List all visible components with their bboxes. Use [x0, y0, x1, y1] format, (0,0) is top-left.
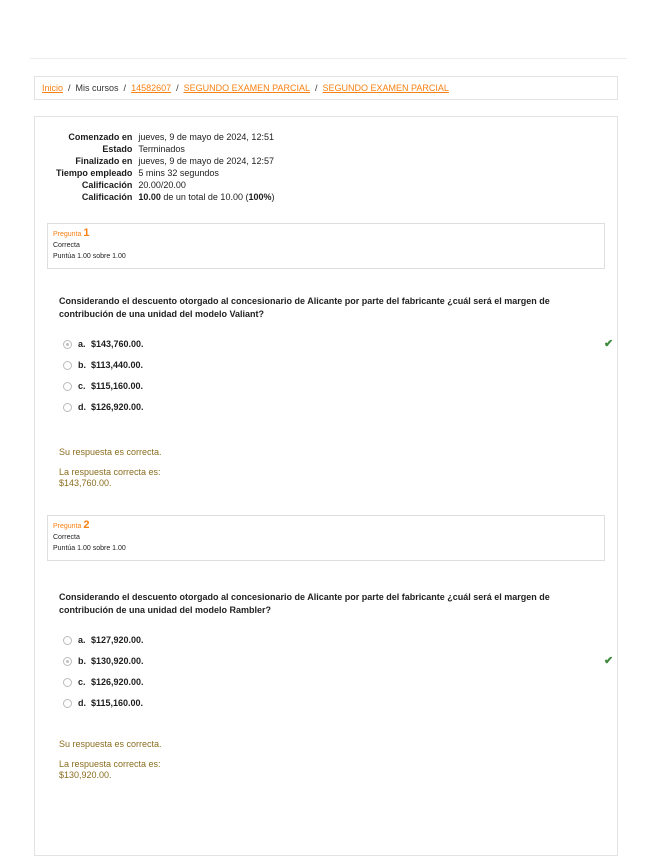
question-label: Pregunta [53, 231, 82, 238]
answer-value: $113,440.00. [91, 360, 144, 370]
answer-letter: c. [78, 381, 86, 391]
answer-value: $127,920.00. [91, 635, 144, 645]
summary-label: Estado [102, 144, 133, 154]
summary-value: jueves, 9 de mayo de 2024, 12:51 [138, 132, 274, 142]
right-answer-label: La respuesta correcta es: [59, 467, 161, 477]
question-label: Pregunta [53, 523, 82, 530]
answer-option[interactable] [61, 379, 591, 400]
breadcrumb [34, 76, 618, 100]
breadcrumb-home-link[interactable]: Inicio [42, 83, 64, 93]
question-2-info [47, 515, 605, 561]
answer-letter: b. [78, 656, 86, 666]
breadcrumb-section-link[interactable]: SEGUNDO EXAMEN PARCIAL [183, 83, 310, 93]
question-number-value: 2 [83, 519, 90, 531]
grade-percent: 100% [248, 192, 272, 202]
radio-button[interactable] [63, 699, 72, 708]
answer-option[interactable] [61, 633, 591, 654]
radio-button[interactable] [63, 636, 72, 645]
answer-letter: c. [78, 677, 86, 687]
answer-option[interactable] [61, 675, 591, 696]
summary-row-finished [53, 155, 278, 167]
answer-value: $126,920.00. [91, 677, 144, 687]
question-1-feedback: Su respuesta es correcta. [59, 447, 162, 457]
question-2-answers [61, 633, 614, 717]
check-icon: ✔ [604, 338, 614, 350]
answer-option[interactable] [61, 400, 591, 421]
quiz-review-panel [34, 116, 618, 856]
question-number-value: 1 [83, 227, 90, 239]
answer-letter: d. [78, 698, 86, 708]
right-answer-value: $143,760.00. [59, 478, 112, 488]
radio-button[interactable] [63, 340, 72, 349]
radio-button[interactable] [63, 678, 72, 687]
question-1-info [47, 223, 605, 269]
answer-option[interactable] [61, 696, 591, 717]
answer-option[interactable] [61, 358, 591, 379]
breadcrumb-separator: / [68, 83, 71, 93]
answer-option[interactable] [61, 654, 614, 675]
question-state: Correcta [53, 534, 80, 541]
summary-row-time [53, 167, 278, 179]
grade-end: ) [271, 192, 275, 202]
top-divider [30, 58, 627, 59]
right-answer-value: $130,920.00. [59, 770, 112, 780]
summary-row-grade [53, 191, 278, 203]
answer-value: $115,160.00. [91, 381, 144, 391]
grade-middle: de un total de 10.00 ( [160, 192, 249, 202]
summary-label: Finalizado en [75, 156, 133, 166]
radio-button[interactable] [63, 657, 72, 666]
check-icon: ✔ [604, 655, 614, 667]
attempt-summary-table [53, 131, 278, 203]
radio-button[interactable] [63, 361, 72, 370]
answer-letter: b. [78, 360, 86, 370]
summary-label: Calificación [81, 180, 133, 190]
summary-value: jueves, 9 de mayo de 2024, 12:57 [138, 156, 274, 166]
breadcrumb-separator: / [123, 83, 127, 93]
summary-value [135, 191, 277, 203]
question-1-right-answer [59, 467, 161, 489]
breadcrumb-course-link[interactable]: 14582607 [131, 83, 172, 93]
question-2-right-answer [59, 759, 161, 781]
answer-option[interactable] [61, 337, 614, 358]
summary-row-started [53, 131, 278, 143]
answer-value: $115,160.00. [91, 698, 144, 708]
answer-letter: a. [78, 339, 86, 349]
breadcrumb-my-courses: Mis cursos [75, 83, 119, 93]
radio-button[interactable] [63, 403, 72, 412]
question-2-text: Considerando el descuento otorgado al concesionario de Alicante por parte del fabricante ¿cuál será el margen de contribución de una unidad del modelo Rambler? [59, 592, 550, 615]
question-1-answers [61, 337, 614, 421]
radio-button[interactable] [63, 382, 72, 391]
question-mark: Puntúa 1.00 sobre 1.00 [53, 545, 126, 552]
summary-label: Calificación [81, 192, 133, 202]
summary-value: 5 mins 32 segundos [138, 168, 219, 178]
summary-value: 20.00/20.00 [138, 180, 186, 190]
summary-value: Terminados [138, 144, 185, 154]
summary-row-state [53, 143, 278, 155]
summary-label: Tiempo empleado [56, 168, 133, 178]
breadcrumb-quiz-link[interactable]: SEGUNDO EXAMEN PARCIAL [322, 83, 449, 93]
breadcrumb-separator: / [315, 83, 318, 93]
question-2-feedback: Su respuesta es correcta. [59, 739, 162, 749]
answer-value: $130,920.00. [91, 656, 144, 666]
answer-letter: d. [78, 402, 86, 412]
answer-letter: a. [78, 635, 86, 645]
question-number [53, 228, 599, 240]
question-number [53, 520, 599, 532]
summary-label: Comenzado en [68, 132, 133, 142]
question-mark: Puntúa 1.00 sobre 1.00 [53, 253, 126, 260]
breadcrumb-separator: / [176, 83, 179, 93]
answer-value: $143,760.00. [91, 339, 144, 349]
right-answer-label: La respuesta correcta es: [59, 759, 161, 769]
question-state: Correcta [53, 242, 80, 249]
grade-score: 10.00 [138, 192, 161, 202]
question-1-text: Considerando el descuento otorgado al concesionario de Alicante por parte del fabricante ¿cuál será el margen de contribución de una unidad del modelo Valiant? [59, 296, 550, 319]
answer-value: $126,920.00. [91, 402, 144, 412]
summary-row-marks [53, 179, 278, 191]
